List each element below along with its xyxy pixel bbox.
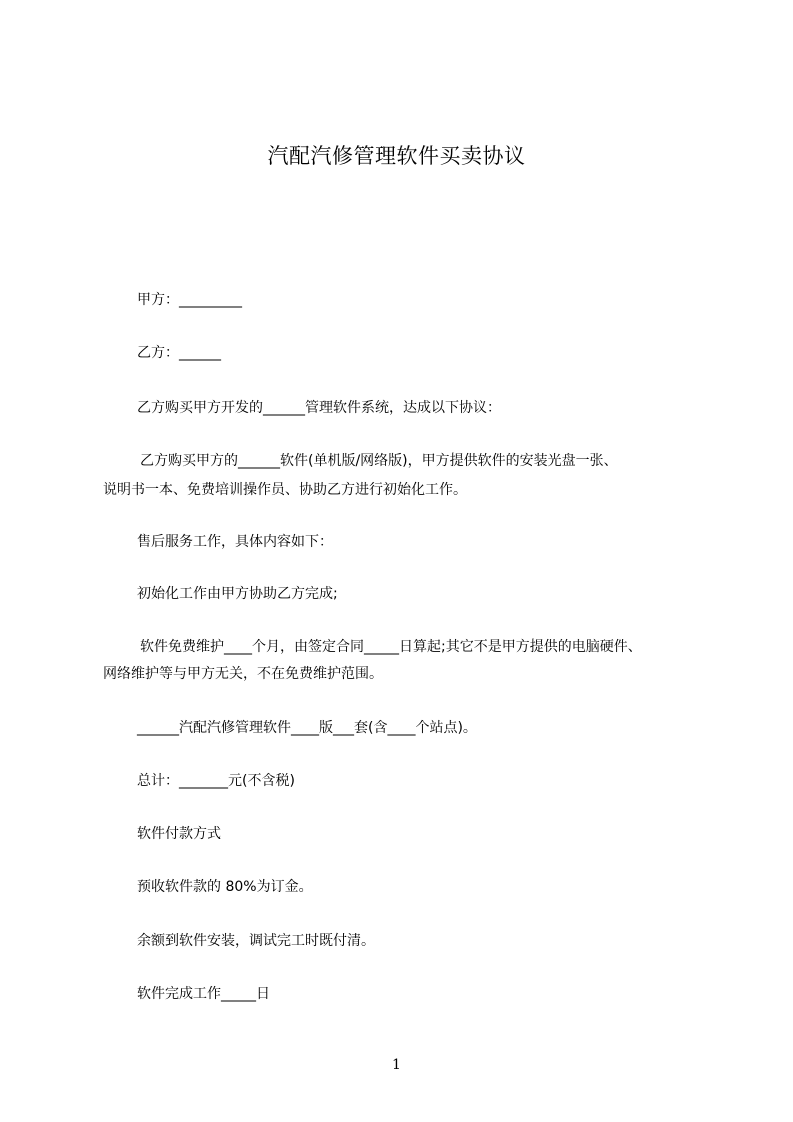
maintenance-paragraph-line-1: 软件免费维护____个月，由签定合同_____日算起;其它不是甲方提供的电脑硬件、 [140,639,642,655]
completion-paragraph: 软件完成工作_____日 [137,986,270,1002]
total-paragraph: 总计：_______元(不含税) [137,773,295,789]
purchase-paragraph-line-1: 乙方购买甲方的______软件(单机版/网络版)，甲方提供软件的安装光盘一张、 [140,453,618,469]
page-number: 1 [392,1057,401,1073]
party-a-line: 甲方：_________ [137,292,242,308]
after-sales-paragraph: 售后服务工作，具体内容如下： [137,534,333,550]
maintenance-paragraph-line-2: 网络维护等与甲方无关，不在免费维护范围。 [103,666,383,682]
intro-paragraph: 乙方购买甲方开发的______管理软件系统，达成以下协议： [137,400,501,416]
party-b-line: 乙方：______ [137,345,221,361]
payment-heading: 软件付款方式 [137,826,221,842]
balance-paragraph: 余额到软件安装，调试完工时既付清。 [137,933,375,949]
document-title: 汽配汽修管理软件买卖协议 [267,144,526,168]
product-paragraph: ______汽配汽修管理软件____版___套(含____个站点)。 [137,720,477,736]
init-work-paragraph: 初始化工作由甲方协助乙方完成; [137,586,338,602]
deposit-paragraph: 预收软件款的 80%为订金。 [137,879,313,895]
purchase-paragraph-line-2: 说明书一本、免费培训操作员、协助乙方进行初始化工作。 [103,482,467,498]
